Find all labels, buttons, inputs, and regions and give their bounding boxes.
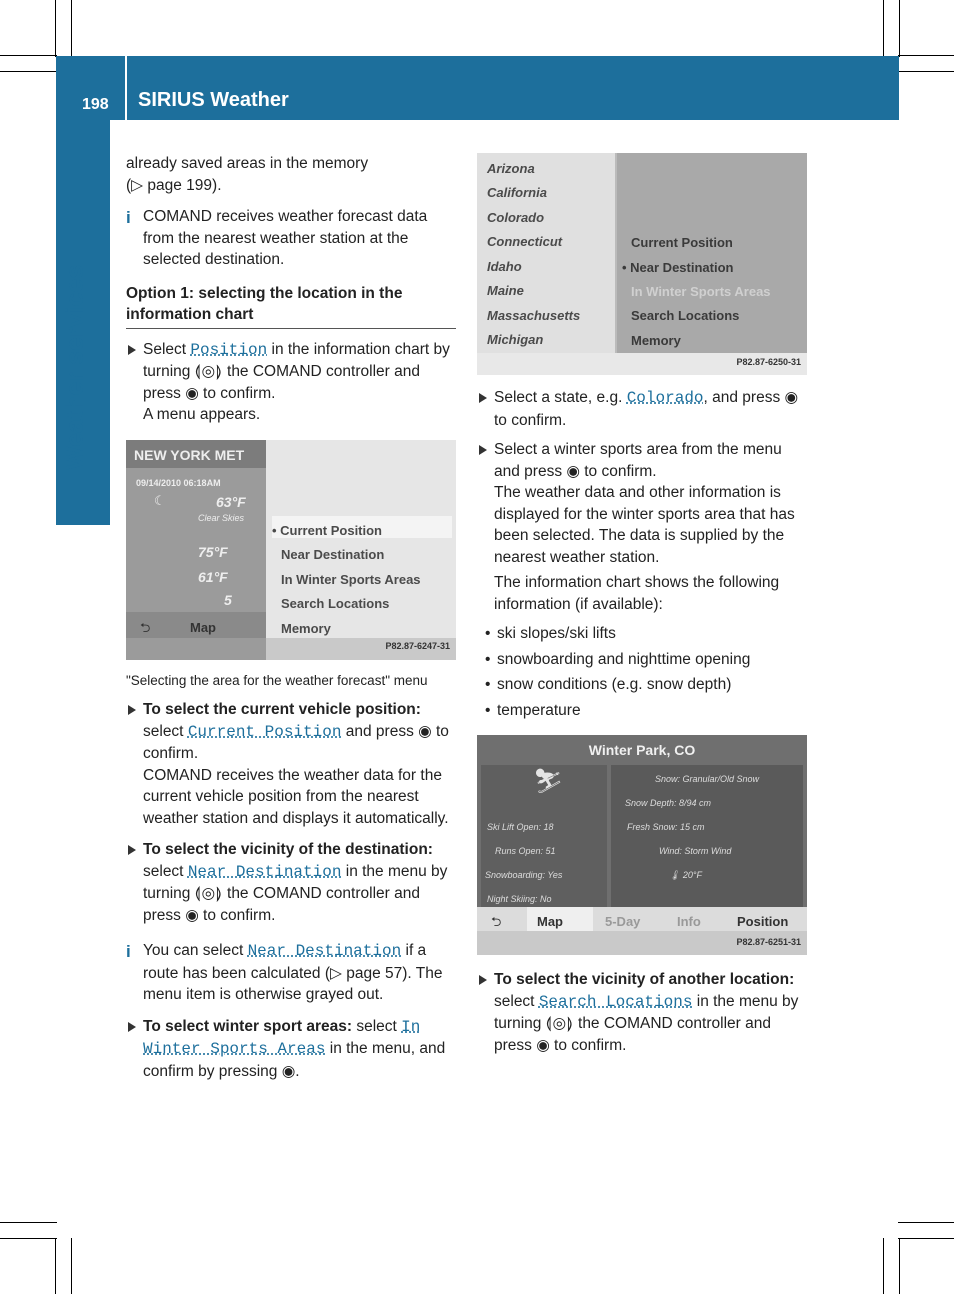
- arrow-icon: [128, 705, 136, 715]
- text-span: Ski Lift Open: 18: [487, 822, 554, 832]
- step-near-destination: [126, 839, 456, 926]
- text-span: 🌡 20°F: [669, 870, 703, 880]
- text-span: Position: [190, 340, 268, 359]
- text-span: 63°F: [216, 493, 246, 510]
- controller-press-icon: ◉: [185, 906, 199, 924]
- text-span: In Winter Sports Areas: [143, 1017, 421, 1058]
- text-span: 61°F: [198, 568, 228, 585]
- skier-icon: ⛷: [533, 768, 564, 795]
- text-span: Michigan: [487, 332, 544, 347]
- step-search-locations: [477, 969, 807, 1056]
- crop-mark: [883, 0, 884, 57]
- controller-press-icon: ◉: [281, 1062, 296, 1080]
- text-span: 09/14/2010 06:18AM: [136, 477, 221, 488]
- text-span: Arizona: [487, 161, 535, 176]
- text-span: select: [494, 992, 539, 1010]
- text-span: to confirm.: [549, 1036, 627, 1054]
- crop-mark: [898, 1222, 954, 1223]
- text-span: Current Position: [187, 722, 342, 741]
- text-span: To select the vicinity of another location:: [494, 971, 795, 988]
- text-span: 5-Day: [605, 914, 641, 929]
- text-span: Snow: Granular/Old Snow: [655, 774, 760, 784]
- back-icon: ⮌: [140, 619, 151, 635]
- text-span: Night Skiing: No: [487, 894, 552, 904]
- text-span: Select a winter sports area from the menu and press: [494, 441, 782, 480]
- text-span: the COMAND controller and press: [494, 1015, 771, 1054]
- crop-mark: [0, 1222, 57, 1223]
- arrow-icon: [128, 845, 136, 855]
- step-winter-sport-areas: [126, 1016, 456, 1083]
- screenshot-winter-park: [477, 735, 807, 955]
- text-span: Snowboarding: Yes: [485, 870, 563, 880]
- crop-mark: [55, 0, 56, 57]
- text-span: Idaho: [487, 259, 522, 274]
- text-span: in the information chart by turning: [143, 340, 450, 380]
- text-span: Select: [143, 340, 191, 358]
- text-span: NEW YORK MET: [134, 446, 245, 463]
- text-span: The weather data and other information is displayed for the winter sports area that has been selected. The data is supplied by the nearest weather station.: [494, 484, 795, 566]
- text-span: Search Locations: [631, 308, 740, 323]
- controller-press-icon: ◉: [418, 722, 432, 740]
- crop-mark: [0, 71, 57, 72]
- chapter-label: Weather services: [61, 264, 89, 470]
- text-span: (▷ page 199).: [126, 176, 222, 194]
- text-span: P82.87-6247-31: [385, 641, 450, 651]
- text-span: the COMAND controller and press: [143, 363, 420, 402]
- controller-press-icon: ◉: [566, 462, 580, 480]
- text-span: Memory: [281, 620, 331, 636]
- text-span: In Winter Sports Areas: [281, 571, 421, 587]
- text-span: Info: [677, 914, 701, 929]
- text-span: Search Locations: [281, 595, 390, 611]
- text-span: Memory: [631, 333, 681, 348]
- page-number: 198: [82, 96, 109, 113]
- text-span: in the menu by turning: [143, 862, 448, 902]
- text-span: to confirm.: [143, 722, 449, 762]
- controller-press-icon: ◉: [784, 389, 799, 406]
- controller-turn-icon: ⟬◎⟭: [194, 363, 223, 380]
- text-span: if a route has been calculated (▷ page 57). The menu item is otherwise grayed out.: [143, 942, 443, 1003]
- text-span: .: [295, 1062, 300, 1080]
- crop-mark: [0, 1238, 57, 1239]
- text-span: select: [143, 862, 188, 880]
- text-span: Position: [737, 914, 789, 929]
- text-span: A menu appears.: [143, 406, 261, 423]
- crop-mark: [899, 1238, 900, 1294]
- crop-mark: [898, 71, 954, 72]
- crop-mark: [883, 1238, 884, 1294]
- controller-turn-icon: ⟬◎⟭: [194, 885, 223, 902]
- step-select-area: [477, 439, 807, 615]
- text-span: California: [487, 185, 547, 200]
- crop-mark: [71, 0, 72, 57]
- left-column: [126, 153, 456, 1090]
- list-item: • ski slopes/ski lifts: [477, 623, 807, 645]
- page-header: [56, 56, 899, 120]
- text-span: Massachusetts: [487, 308, 581, 323]
- info-note: [126, 940, 456, 1006]
- text-span: Near Destination: [281, 546, 385, 562]
- section-title: SIRIUS Weather: [138, 89, 289, 111]
- text-span: In Winter Sports Areas: [631, 284, 771, 299]
- text-span: already saved areas in the memory: [126, 155, 369, 172]
- back-icon: ⮌: [491, 914, 502, 929]
- text-span: • Near Destination: [622, 260, 734, 275]
- text-span: 5: [224, 591, 232, 608]
- text-span: Select a state, e.g.: [494, 389, 627, 406]
- text-span: Wind: Storm Wind: [659, 846, 732, 856]
- text-span: 75°F: [198, 543, 228, 560]
- text-span: and press: [341, 722, 419, 740]
- text-span: Clear Skies: [198, 512, 245, 523]
- text-span: Map: [537, 914, 563, 929]
- list-item: • temperature: [477, 700, 807, 722]
- text-span: Winter Park, CO: [588, 742, 696, 758]
- header-divider: [125, 56, 127, 120]
- text-span: in the menu by turning: [494, 992, 799, 1032]
- text-span: in the menu, and confirm by pressing: [143, 1040, 446, 1080]
- text-span: COMAND receives the weather data for the current vehicle position from the nearest weather station and displays it automatically.: [143, 766, 449, 827]
- text-span: to confirm.: [494, 411, 567, 429]
- text-span: Near Destination: [187, 862, 342, 881]
- text-span: • Current Position: [272, 522, 382, 538]
- controller-turn-icon: ⟬◎⟭: [545, 1015, 574, 1032]
- text-span: the COMAND controller and press: [143, 885, 420, 924]
- figure-caption: "Selecting the area for the weather forecast" menu: [126, 672, 428, 688]
- text-span: Connecticut: [487, 234, 563, 249]
- crop-mark: [899, 0, 900, 57]
- arrow-icon: [128, 345, 136, 355]
- text-span: Current Position: [631, 235, 733, 250]
- text-span: select: [352, 1017, 402, 1035]
- list-item: • snow conditions (e.g. snow depth): [477, 674, 807, 696]
- screenshot-state-list: [477, 153, 807, 375]
- crop-mark: [0, 55, 57, 56]
- text-span: Map: [190, 619, 216, 635]
- screenshot-weather-menu: [126, 440, 456, 660]
- text-span: Search Locations: [538, 992, 693, 1011]
- crop-mark: [898, 1238, 954, 1239]
- controller-press-icon: ◉: [536, 1036, 550, 1054]
- arrow-icon: [128, 1022, 136, 1032]
- text-span: Near Destination: [247, 942, 402, 960]
- controller-press-icon: ◉: [185, 384, 199, 402]
- step-select-state: [477, 387, 807, 431]
- arrow-icon: [479, 445, 487, 455]
- text-span: Runs Open: 51: [495, 846, 556, 856]
- text-span: Fresh Snow: 15 cm: [627, 822, 705, 832]
- text-span: To select the current vehicle position:: [143, 701, 421, 718]
- list-item: • snowboarding and nighttime opening: [477, 649, 807, 671]
- text-span: The information chart shows the following information (if available):: [494, 574, 780, 613]
- right-column: [477, 153, 807, 1064]
- text-span: Snow Depth: 8/94 cm: [625, 798, 712, 808]
- text-span: COMAND receives weather forecast data from the nearest weather station at the selected destination.: [143, 208, 428, 268]
- text-span: P82.87-6250-31: [736, 356, 801, 367]
- info-bullet-list: [477, 623, 807, 721]
- text-span: Colorado: [487, 210, 545, 225]
- text-span: to confirm.: [198, 906, 276, 924]
- option-heading: Option 1: selecting the location in the information chart: [126, 283, 456, 329]
- arrow-icon: [479, 393, 487, 403]
- text-span: to confirm.: [198, 384, 276, 402]
- text-span: , and press: [703, 389, 785, 406]
- crop-mark: [55, 1238, 56, 1294]
- info-note: [126, 206, 456, 271]
- info-icon: i: [126, 208, 131, 227]
- paragraph: [126, 153, 456, 196]
- text-span: P82.87-6251-31: [736, 936, 801, 947]
- text-span: select: [143, 722, 188, 740]
- text-span: Maine: [487, 283, 524, 298]
- text-span: To select winter sport areas:: [143, 1017, 353, 1035]
- text-span: To select the vicinity of the destination:: [143, 841, 433, 858]
- crop-mark: [898, 55, 954, 56]
- arrow-icon: [479, 975, 487, 985]
- text-span: Colorado: [626, 389, 704, 407]
- text-span: You can select: [143, 942, 248, 959]
- moon-icon: ☾: [154, 492, 166, 508]
- crop-mark: [71, 1238, 72, 1294]
- step-current-position: [126, 699, 456, 829]
- text-span: to confirm.: [579, 462, 657, 480]
- step-select-position: [126, 339, 456, 426]
- info-icon: i: [126, 942, 131, 961]
